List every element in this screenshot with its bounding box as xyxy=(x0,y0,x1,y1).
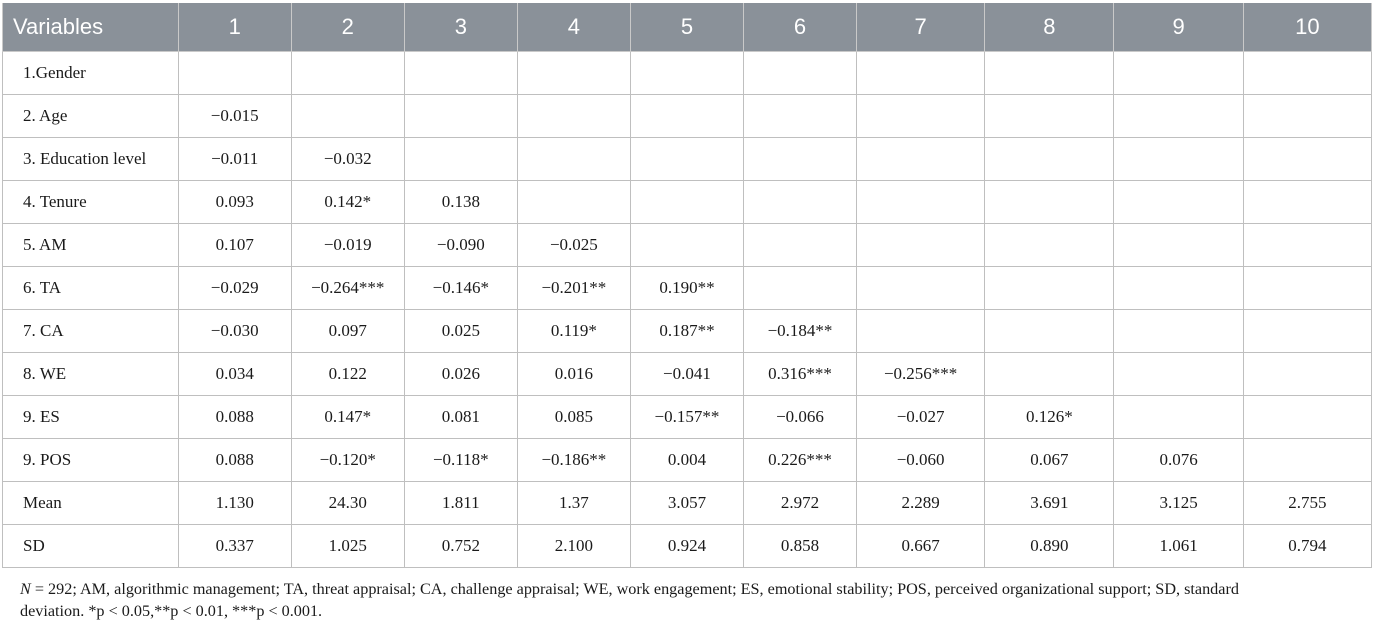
table-cell: 1.025 xyxy=(291,525,404,568)
header-cell-7: 7 xyxy=(857,3,985,52)
table-cell xyxy=(1243,439,1371,482)
table-cell: 3.057 xyxy=(630,482,743,525)
header-cell-8: 8 xyxy=(985,3,1114,52)
table-cell xyxy=(630,224,743,267)
table-cell: 2.100 xyxy=(517,525,630,568)
table-cell: 0.107 xyxy=(178,224,291,267)
table-cell: −0.015 xyxy=(178,95,291,138)
table-cell xyxy=(1114,138,1243,181)
table-cell xyxy=(1243,181,1371,224)
table-cell: −0.019 xyxy=(291,224,404,267)
table-cell: 0.752 xyxy=(404,525,517,568)
table-cell xyxy=(404,138,517,181)
table-cell xyxy=(1243,267,1371,310)
table-cell: −0.032 xyxy=(291,138,404,181)
table-cell: −0.157** xyxy=(630,396,743,439)
correlation-table xyxy=(2,3,1372,568)
table-cell xyxy=(985,52,1114,95)
table-cell: −0.120* xyxy=(291,439,404,482)
table-cell xyxy=(1114,396,1243,439)
footnote-line-1-text: = 292; AM, algorithmic management; TA, threat appraisal; CA, challenge appraisal; WE, work engagement; ES, emotional stability; POS, perceived organizational support; SD, standard xyxy=(30,580,1239,598)
table-row xyxy=(3,439,1372,482)
row-label-cell: 3. Education level xyxy=(3,138,179,181)
table-cell: 2.289 xyxy=(857,482,985,525)
header-cell-10: 10 xyxy=(1243,3,1371,52)
table-cell: −0.025 xyxy=(517,224,630,267)
table-row xyxy=(3,224,1372,267)
table-row xyxy=(3,353,1372,396)
table-cell xyxy=(743,267,856,310)
table-cell xyxy=(1243,310,1371,353)
table-cell xyxy=(291,52,404,95)
table-cell xyxy=(743,181,856,224)
table-cell: 0.097 xyxy=(291,310,404,353)
table-cell: −0.041 xyxy=(630,353,743,396)
table-cell: −0.060 xyxy=(857,439,985,482)
table-cell: −0.186** xyxy=(517,439,630,482)
table-cell: 0.025 xyxy=(404,310,517,353)
table-cell xyxy=(517,52,630,95)
table-cell xyxy=(178,52,291,95)
table-cell xyxy=(857,181,985,224)
header-cell-2: 2 xyxy=(291,3,404,52)
table-cell xyxy=(1243,396,1371,439)
table-cell: 0.126* xyxy=(985,396,1114,439)
table-cell xyxy=(291,95,404,138)
table-cell xyxy=(985,224,1114,267)
table-row xyxy=(3,181,1372,224)
row-label-cell: 9. POS xyxy=(3,439,179,482)
table-cell: 0.337 xyxy=(178,525,291,568)
row-label-cell: 7. CA xyxy=(3,310,179,353)
header-cell-variables: Variables xyxy=(3,3,179,52)
table-cell xyxy=(857,267,985,310)
table-cell: 1.130 xyxy=(178,482,291,525)
footnote-n-symbol: N xyxy=(20,580,31,598)
footnote-line-2: deviation. *p < 0.05,**p < 0.01, ***p < 0.001. xyxy=(20,602,323,620)
table-cell: −0.011 xyxy=(178,138,291,181)
table-cell: 0.034 xyxy=(178,353,291,396)
row-label-cell: 1.Gender xyxy=(3,52,179,95)
table-cell xyxy=(1243,353,1371,396)
table-row xyxy=(3,138,1372,181)
table-cell: 2.755 xyxy=(1243,482,1371,525)
table-cell: 0.890 xyxy=(985,525,1114,568)
table-cell: 0.226*** xyxy=(743,439,856,482)
table-cell xyxy=(743,224,856,267)
table-cell xyxy=(985,181,1114,224)
table-cell xyxy=(857,138,985,181)
table-cell: −0.201** xyxy=(517,267,630,310)
row-label-cell: 2. Age xyxy=(3,95,179,138)
table-cell: 0.076 xyxy=(1114,439,1243,482)
header-cell-5: 5 xyxy=(630,3,743,52)
table-cell xyxy=(630,138,743,181)
table-cell xyxy=(1114,310,1243,353)
table-cell: 0.190** xyxy=(630,267,743,310)
table-cell: 3.125 xyxy=(1114,482,1243,525)
header-cell-6: 6 xyxy=(743,3,856,52)
table-cell: 0.088 xyxy=(178,439,291,482)
table-row xyxy=(3,95,1372,138)
header-cell-1: 1 xyxy=(178,3,291,52)
table-cell: −0.184** xyxy=(743,310,856,353)
table-cell: 0.122 xyxy=(291,353,404,396)
header-cell-3: 3 xyxy=(404,3,517,52)
table-row xyxy=(3,525,1372,568)
table-row xyxy=(3,482,1372,525)
table-cell: −0.027 xyxy=(857,396,985,439)
table-cell: 0.085 xyxy=(517,396,630,439)
table-cell xyxy=(1114,267,1243,310)
table-cell xyxy=(1243,95,1371,138)
table-cell: 1.811 xyxy=(404,482,517,525)
table-cell: 0.081 xyxy=(404,396,517,439)
table-cell xyxy=(630,181,743,224)
table-cell xyxy=(985,95,1114,138)
table-cell: 0.858 xyxy=(743,525,856,568)
table-row xyxy=(3,396,1372,439)
table-cell: 0.016 xyxy=(517,353,630,396)
table-cell xyxy=(517,95,630,138)
table-cell: −0.146* xyxy=(404,267,517,310)
table-cell: 0.187** xyxy=(630,310,743,353)
table-cell xyxy=(1243,224,1371,267)
table-cell xyxy=(1114,224,1243,267)
row-label-cell: 5. AM xyxy=(3,224,179,267)
header-cell-4: 4 xyxy=(517,3,630,52)
table-cell xyxy=(1114,95,1243,138)
table-cell xyxy=(517,181,630,224)
table-cell: 3.691 xyxy=(985,482,1114,525)
header-cell-9: 9 xyxy=(1114,3,1243,52)
table-header-row xyxy=(3,3,1372,52)
table-cell xyxy=(404,52,517,95)
table-cell: 0.093 xyxy=(178,181,291,224)
table-cell xyxy=(743,52,856,95)
table-cell: 0.147* xyxy=(291,396,404,439)
table-cell xyxy=(857,224,985,267)
table-cell xyxy=(985,353,1114,396)
table-cell xyxy=(404,95,517,138)
table-footnote xyxy=(20,578,1360,622)
row-label-cell: 4. Tenure xyxy=(3,181,179,224)
table-row xyxy=(3,310,1372,353)
table-cell: −0.066 xyxy=(743,396,856,439)
row-label-cell: 8. WE xyxy=(3,353,179,396)
table-cell: 0.794 xyxy=(1243,525,1371,568)
table-cell: −0.264*** xyxy=(291,267,404,310)
table-cell xyxy=(1243,52,1371,95)
row-label-cell: SD xyxy=(3,525,179,568)
table-cell: 1.37 xyxy=(517,482,630,525)
table-cell xyxy=(743,138,856,181)
row-label-cell: 9. ES xyxy=(3,396,179,439)
table-cell: 2.972 xyxy=(743,482,856,525)
table-cell: 0.088 xyxy=(178,396,291,439)
table-cell xyxy=(630,95,743,138)
table-cell: 0.924 xyxy=(630,525,743,568)
table-cell: −0.256*** xyxy=(857,353,985,396)
table-cell: 0.004 xyxy=(630,439,743,482)
table-cell xyxy=(985,138,1114,181)
table-cell: 0.667 xyxy=(857,525,985,568)
table-cell: −0.029 xyxy=(178,267,291,310)
table-cell xyxy=(1114,181,1243,224)
table-cell xyxy=(517,138,630,181)
table-row xyxy=(3,267,1372,310)
table-cell xyxy=(1114,353,1243,396)
table-cell: −0.030 xyxy=(178,310,291,353)
table-cell: 24.30 xyxy=(291,482,404,525)
row-label-cell: 6. TA xyxy=(3,267,179,310)
table-cell xyxy=(985,310,1114,353)
table-cell: −0.090 xyxy=(404,224,517,267)
table-cell xyxy=(985,267,1114,310)
table-body xyxy=(3,52,1372,568)
table-cell: 0.119* xyxy=(517,310,630,353)
table-cell xyxy=(743,95,856,138)
table-cell xyxy=(1243,138,1371,181)
table-cell: 1.061 xyxy=(1114,525,1243,568)
table-cell xyxy=(1114,52,1243,95)
table-cell xyxy=(630,52,743,95)
table-cell xyxy=(857,95,985,138)
table-cell: 0.316*** xyxy=(743,353,856,396)
table-cell xyxy=(857,310,985,353)
table-cell: 0.026 xyxy=(404,353,517,396)
table-cell: 0.142* xyxy=(291,181,404,224)
table-cell: 0.138 xyxy=(404,181,517,224)
table-cell: 0.067 xyxy=(985,439,1114,482)
table-row xyxy=(3,52,1372,95)
row-label-cell: Mean xyxy=(3,482,179,525)
table-cell: −0.118* xyxy=(404,439,517,482)
table-cell xyxy=(857,52,985,95)
footnote-line-1 xyxy=(20,578,1360,600)
